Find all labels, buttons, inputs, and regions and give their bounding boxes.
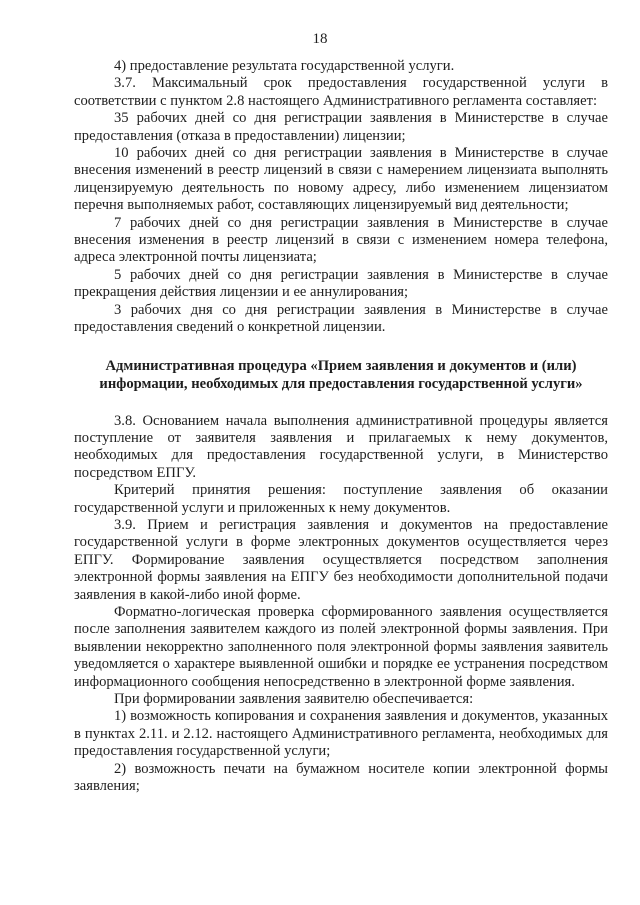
document-body	[74, 58, 608, 795]
section-heading-line-1: Административная процедура «Прием заявления и документов и (или)	[105, 357, 577, 374]
section-heading	[74, 357, 608, 393]
paragraph-35-days: 35 рабочих дней со дня регистрации заявления в Министерстве в случае предоставления (отказа в предоставлении) лицензии;	[74, 110, 608, 144]
paragraph-result-provision: 4) предоставление результата государственной услуги.	[114, 58, 455, 74]
paragraph-5-days: 5 рабочих дней со дня регистрации заявления в Министерстве в случае прекращения действия лицензии и ее аннулирования;	[74, 266, 608, 301]
paragraph-3-7-max-term: 3.7. Максимальный срок предоставления государственной услуги в соответствии с пунктом 2.8 настоящего Административного регламента составляет:	[74, 75, 608, 109]
paragraph-item-2-print: 2) возможность печати на бумажном носителе копии электронной формы заявления;	[74, 760, 608, 795]
paragraph-7-days: 7 рабочих дней со дня регистрации заявления в Министерстве в случае внесения изменения в реестр лицензий в связи с изменением номера телефона, адреса электронной почты лицензиата;	[74, 214, 608, 266]
paragraph-3-9-registration: 3.9. Прием и регистрация заявления и документов на предоставление государственной услуги в форме электронных документов осуществляется через ЕПГУ. Формирование заявления осуществляется посредством заполнения электронной формы заявления на ЕПГУ без необходимости дополнительной подачи заявления в какой-либо иной форме.	[74, 516, 608, 603]
page-number: 18	[312, 31, 328, 47]
paragraph-form-provides: При формировании заявления заявителю обеспечивается:	[114, 691, 474, 707]
section-heading-line-2: информации, необходимых для предоставления государственной услуги»	[99, 375, 583, 392]
paragraph-item-1-copy-save: 1) возможность копирования и сохранения заявления и документов, указанных в пунктах 2.11. и 2.12. настоящего Административного регламента, необходимых для предоставления государственной услуги;	[74, 708, 608, 760]
paragraph-format-check: Форматно-логическая проверка сформированного заявления осуществляется после заполнения заявителем каждого из полей электронной формы заявления. При выявлении некорректно заполненного поля электронной формы заявления заявитель уведомляется о характере выявленной ошибки и порядке ее устранения посредством информационного сообщения непосредственно в электронной форме заявления.	[74, 603, 608, 690]
paragraph-10-days: 10 рабочих дней со дня регистрации заявления в Министерстве в случае внесения изменений в реестр лицензий в связи с намерением лицензиата выполнять лицензируемую деятельность по новому адресу, либо изменением лицензиатом перечня выполняемых работ, составляющих лицензируемый вид деятельности;	[74, 145, 608, 214]
paragraph-3-days: 3 рабочих дня со дня регистрации заявления в Министерстве в случае предоставления сведений о конкретной лицензии.	[74, 301, 608, 336]
paragraph-decision-criterion: Критерий принятия решения: поступление заявления об оказании государственной услуги и приложенных к нему документов.	[74, 482, 608, 516]
paragraph-3-8-basis: 3.8. Основанием начала выполнения административной процедуры является поступление от заявителя заявления и прилагаемых к нему документов, необходимых для предоставления государственной услуги, в Министерство посредством ЕПГУ.	[74, 412, 608, 481]
